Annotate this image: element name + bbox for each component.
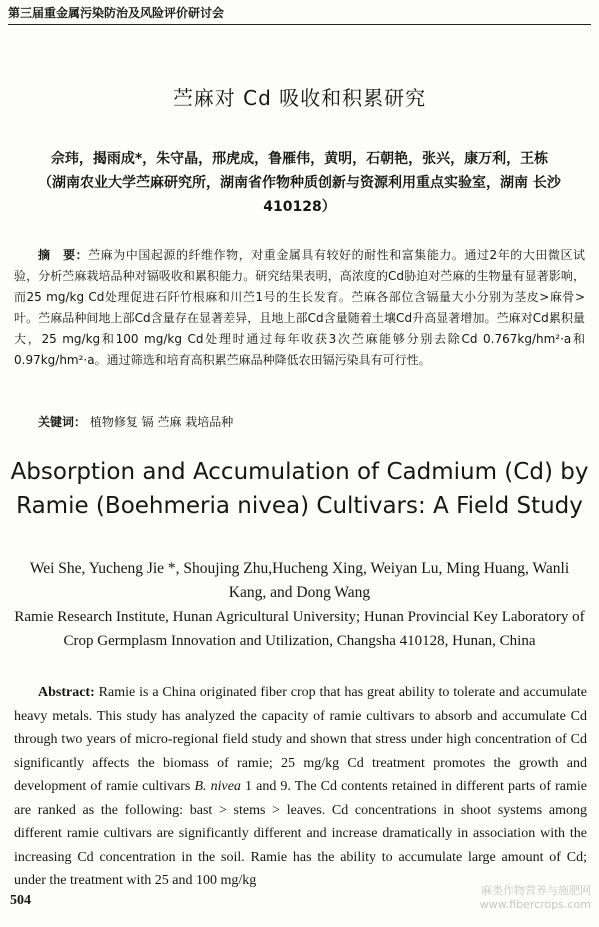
watermark-line2: www.fibercrops.com [479,898,591,911]
english-abstract-label: Abstract: [38,685,95,700]
english-abstract-text-2: 1 and 9. The Cd contents retained in different parts of ramie are ranked as the following: bast > stems > leaves. Cd concentrations in shoot systems among different ramie cultivars are significantly different and increase dramatically in association with the increasing Cd concentration in the soil. Ramie has the ability to accumulate large amount of Cd; under the treatment with 25 and 100 mg/kg [14,779,587,888]
watermark [480,884,591,912]
page-number: 504 [10,893,31,908]
english-authors: Wei She, Yucheng Jie *, Shoujing Zhu,Hucheng Xing, Weiyan Lu, Ming Huang, Wanli Kang, and Dong Wang [29,560,570,601]
chinese-authors: 佘玮，揭雨成*，朱守晶，邢虎成，鲁雁伟，黄明，石朝艳，张兴，康万利，王栋 [50,151,549,167]
chinese-keywords-text: 植物修复 镉 苎麻 栽培品种 [89,415,234,429]
english-affiliation: Ramie Research Institute, Hunan Agricultural University; Hunan Provincial Key Laboratory of Crop Germplasm Innovation and Utilization, Changsha 410128, Hunan, China [14,609,585,649]
chinese-abstract-label: 摘 要： [38,248,89,262]
chinese-title: 苎麻对 Cd 吸收和积累研究 [172,86,427,110]
running-header: 第三届重金属污染防治及风险评价研讨会 [8,4,591,25]
english-title-line1: Absorption and Accumulation of Cadmium (Cd) by [10,459,589,485]
chinese-affiliation-line1: （湖南农业大学苎麻研究所，湖南省作物种质创新与资源利用重点实验室，湖南 长沙 [38,175,561,191]
chinese-authors-block [14,147,585,219]
english-abstract [14,681,587,893]
english-title-line2: Ramie (Boehmeria nivea) Cultivars: A Field Study [16,493,583,519]
chinese-keywords [38,413,585,430]
chinese-abstract [14,245,585,371]
english-abstract-italic: B. nivea [194,779,241,794]
english-abstract-text-1: Ramie is a China originated fiber crop that has great ability to tolerate and accumulate heavy metals. This study has analyzed the capacity of ramie cultivars to absorb and accumulate Cd through two years of micro-regional field study and shown that stress under high concentration of Cd significantly affects the biomass of ramie; 25 mg/kg Cd treatment promotes the growth and development of ramie cultivars [14,685,587,794]
chinese-keywords-label: 关键词： [38,415,87,429]
watermark-line1: 麻类作物营养与施肥网 [481,884,591,897]
chinese-abstract-text: 苎麻为中国起源的纤维作物，对重金属具有较好的耐性和富集能力。通过2年的大田微区试验，分析苎麻栽培品种对镉吸收和累积能力。研究结果表明，高浓度的Cd胁迫对苎麻的生物量有显著影响，而25 mg/kg Cd处理促进石阡竹根麻和川苎1号的生长发育。苎麻各部位含镉量大小分别为茎皮>麻骨>叶。苎麻品种间地上部Cd含量存在显著差异，且地上部Cd含量随着土壤Cd升高显著增加。苎麻对Cd累积量大，25 mg/kg和100 mg/kg Cd处理时通过每年收获3次苎麻能够分别去除Cd 0.767kg/hm²·a和0.97kg/hm²·a。通过筛选和培育高积累苎麻品种降低农田镉污染具有可行性。 [14,248,585,367]
english-title [6,455,593,523]
chinese-affiliation-line2: 410128） [263,199,336,215]
